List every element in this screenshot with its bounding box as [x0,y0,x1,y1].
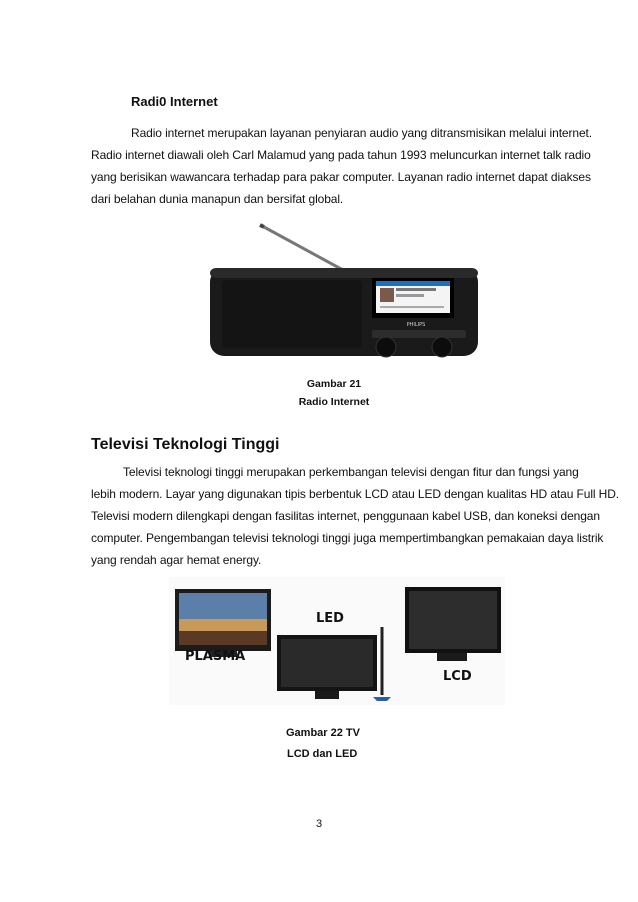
caption-line-1: Gambar 21 [306,378,362,390]
section-heading-radio-internet: Radi0 Internet [131,94,218,109]
paragraph-line: Televisi teknologi tinggi merupakan perkembangan televisi dengan fitur dan fungsi yang [123,465,579,479]
figure-caption-22-line-2: LCD dan LED [287,748,358,760]
lcd-label: LCD [443,669,472,684]
televisi-paragraph [91,461,620,571]
figure-caption-22-line-1: Gambar 22 TV [286,727,360,739]
page-number: 3 [315,818,323,830]
paragraph-line: dari belahan dunia manapun dan bersifat global. [91,192,344,206]
paragraph-line: Radio internet diawali oleh Carl Malamud yang pada tahun 1993 meluncurkan internet talk radio [91,148,591,162]
paragraph-line: Radio internet merupakan layanan penyiaran audio yang ditransmisikan melalui internet. [131,126,593,140]
radio-paragraph [91,122,593,210]
paragraph-line: lebih modern. Layar yang digunakan tipis berbentuk LCD atau LED dengan kualitas HD atau Full HD. [91,487,620,501]
plasma-label: PLASMA [185,649,246,664]
paragraph-line: yang rendah agar hemat energy. [91,553,262,567]
led-label: LED [316,611,344,626]
paragraph-line: computer. Pengembangan televisi teknologi tinggi juga mempertimbangkan pemakaian daya listrik [91,531,604,545]
radio-brand-label: PHILIPS [406,322,426,328]
internet-radio-image [204,222,484,362]
caption-line-2: Radio Internet [298,396,370,408]
tv-comparison-image [169,577,505,705]
paragraph-line: Televisi modern dilengkapi dengan fasilitas internet, penggunaan kabel USB, dan koneksi dengan [91,509,600,523]
figure-caption-21 [0,378,638,408]
section-heading-televisi: Televisi Teknologi Tinggi [91,436,280,453]
paragraph-line: yang berisikan wawancara terhadap para pakar computer. Layanan radio internet dapat diakses [91,170,591,184]
